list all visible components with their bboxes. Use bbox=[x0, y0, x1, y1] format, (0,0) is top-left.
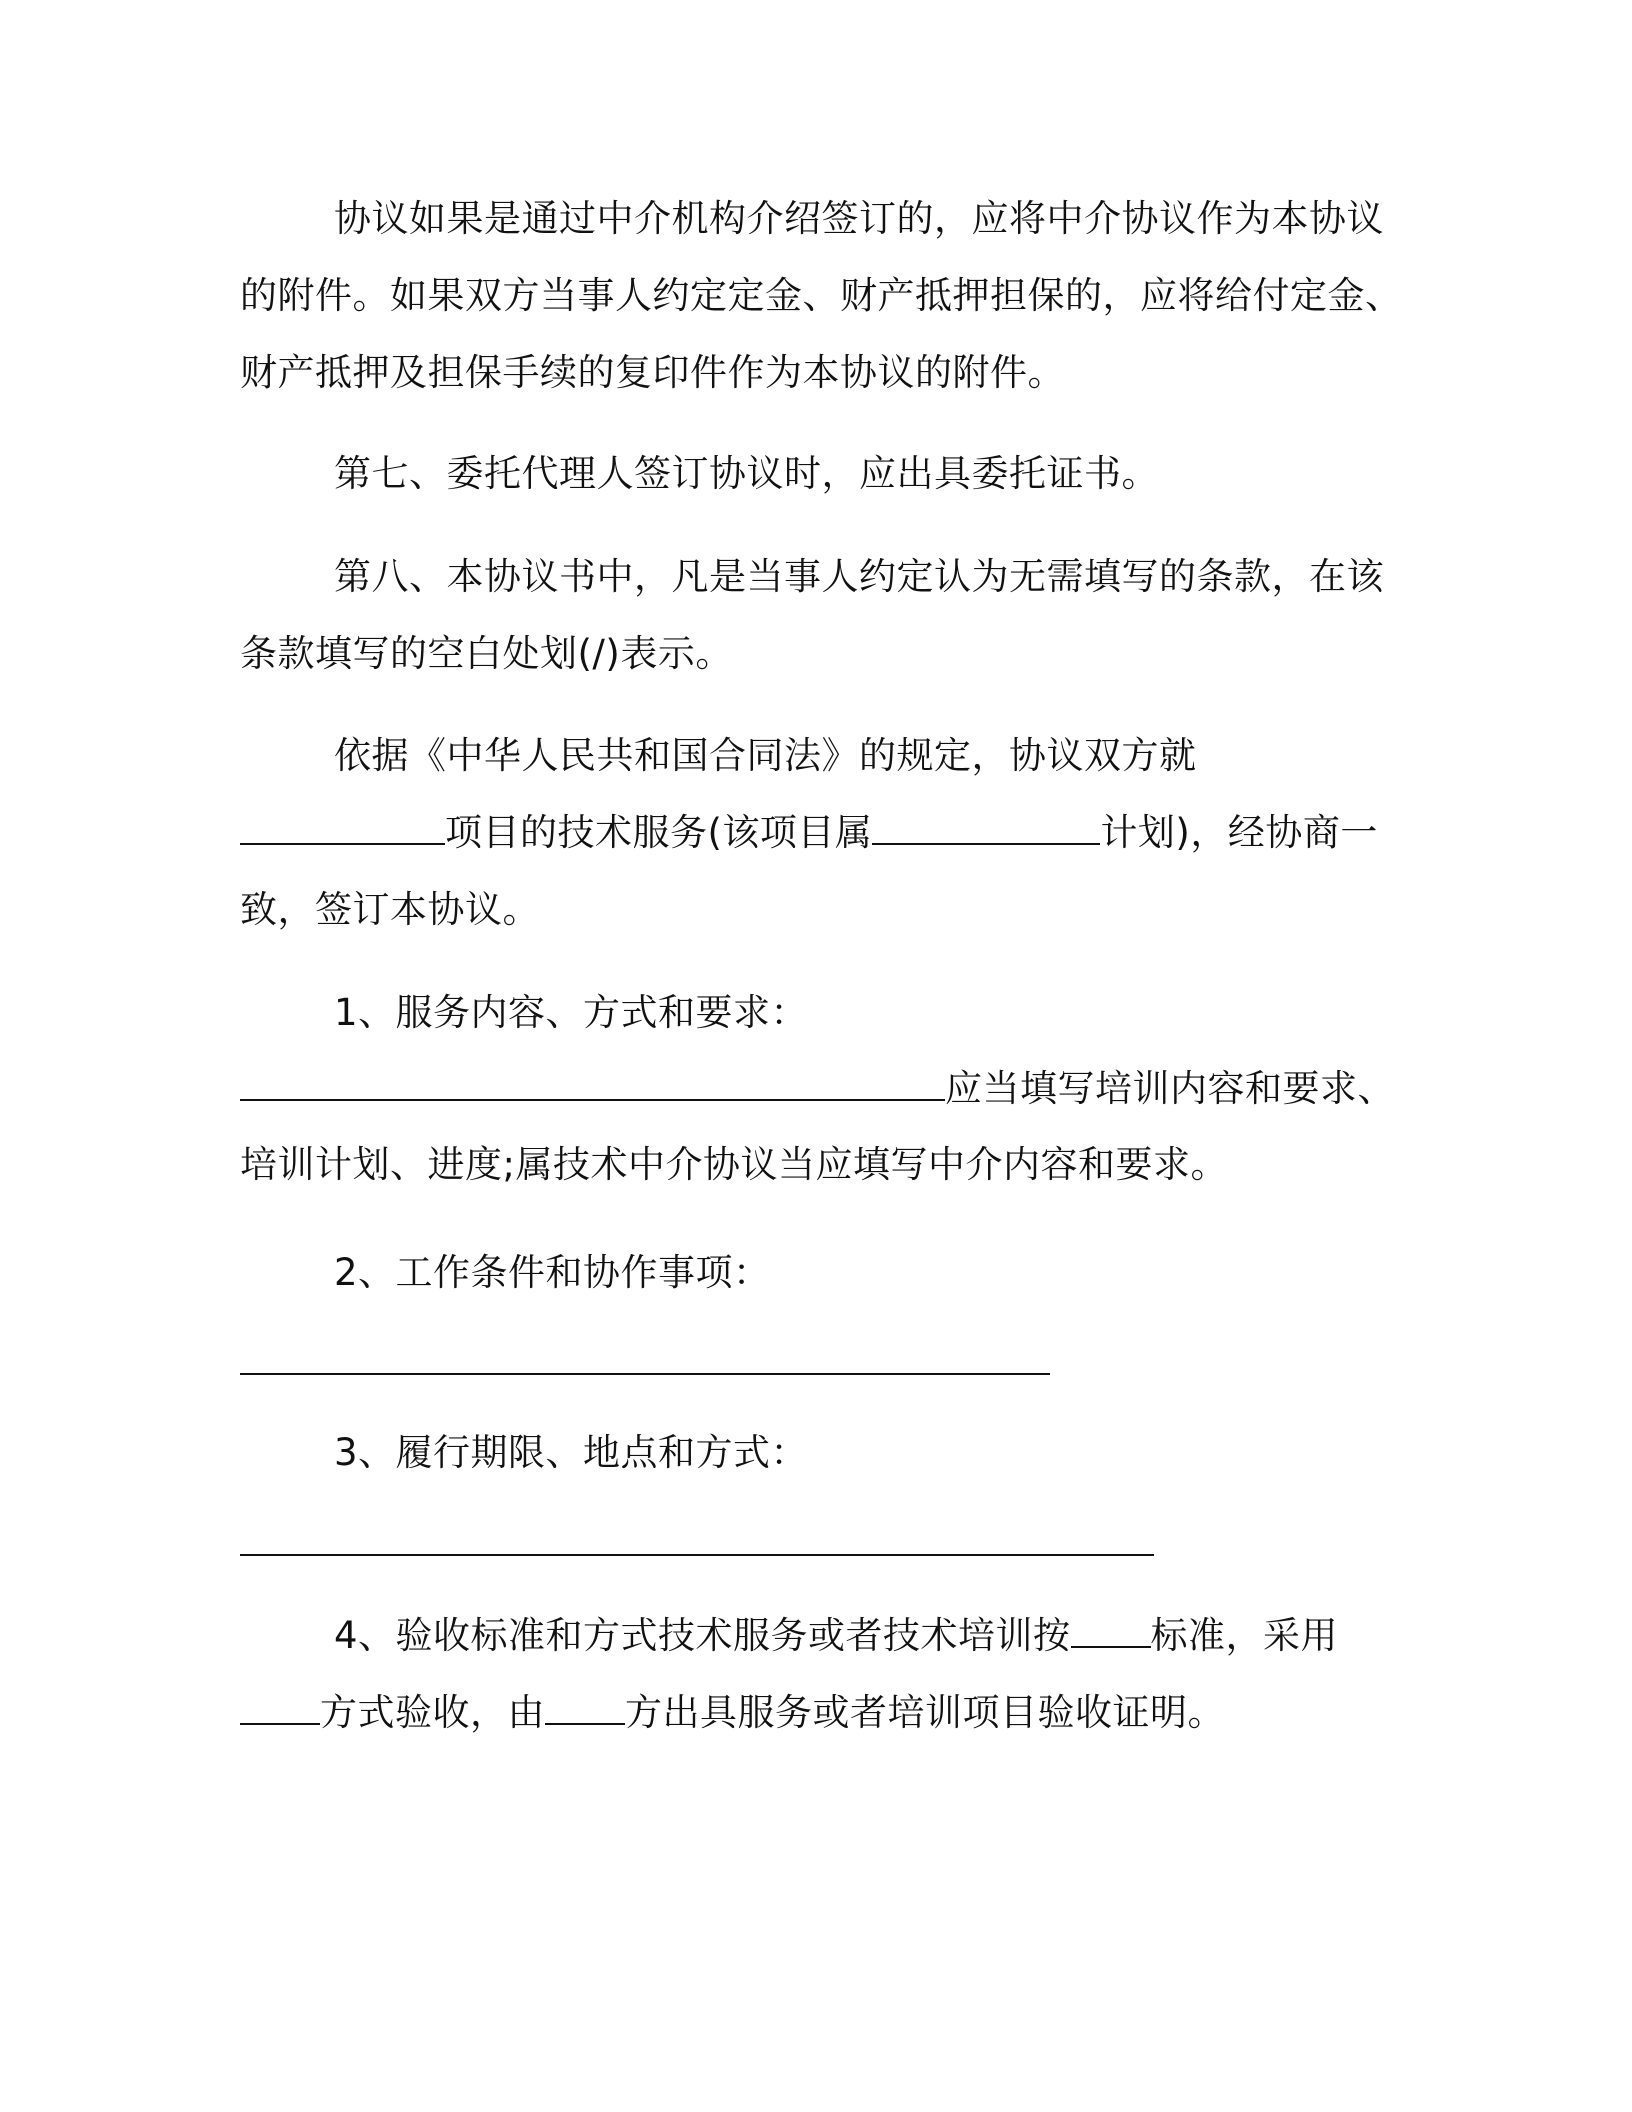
section-4-text-d: 方出具服务或者培训项目验收证明。 bbox=[625, 1691, 1225, 1734]
section-4-text-a: 4、验收标准和方式技术服务或者技术培训按 bbox=[334, 1614, 1071, 1657]
plan-name-blank[interactable] bbox=[872, 807, 1100, 845]
section-2-heading: 2、工作条件和协作事项： bbox=[334, 1251, 771, 1294]
section-4-text-b: 标准，采用 bbox=[1150, 1614, 1339, 1657]
paragraph-intermediary-line-3: 财产抵押及担保手续的复印件作为本协议的附件。 bbox=[240, 351, 1065, 394]
section-3-heading: 3、履行期限、地点和方式： bbox=[334, 1431, 809, 1474]
section-4-text-c: 方式验收，由 bbox=[320, 1691, 545, 1734]
service-content-blank[interactable] bbox=[240, 1063, 945, 1101]
acceptance-standard-blank[interactable] bbox=[1071, 1610, 1151, 1648]
paragraph-basis-line-3: 致，签订本协议。 bbox=[240, 888, 540, 931]
paragraph-article-seven: 第七、委托代理人签订协议时，应出具委托证书。 bbox=[334, 452, 1159, 495]
section-1-heading: 1、服务内容、方式和要求： bbox=[334, 991, 809, 1034]
paragraph-basis-line-2 bbox=[240, 807, 1378, 859]
paragraph-intermediary-line-2: 的附件。如果双方当事人约定定金、财产抵押担保的，应将给付定金、 bbox=[240, 274, 1403, 317]
acceptance-method-blank[interactable] bbox=[240, 1687, 320, 1725]
paragraph-article-eight-line-2: 条款填写的空白处划(/)表示。 bbox=[240, 632, 733, 675]
basis-text-a: 项目的技术服务(该项目属 bbox=[445, 811, 873, 854]
section-1-line-2: 培训计划、进度;属技术中介协议当应填写中介内容和要求。 bbox=[240, 1143, 1228, 1186]
section-4-line-2 bbox=[240, 1687, 1225, 1739]
issuing-party-blank[interactable] bbox=[545, 1687, 625, 1725]
paragraph-intermediary-line-1: 协议如果是通过中介机构介绍签订的，应将中介协议作为本协议 bbox=[334, 197, 1384, 240]
basis-text-b: 计划)，经协商一 bbox=[1100, 811, 1378, 854]
section-4-line-1 bbox=[334, 1610, 1338, 1662]
working-conditions-blank[interactable] bbox=[240, 1373, 1050, 1375]
performance-terms-blank[interactable] bbox=[240, 1554, 1154, 1556]
section-1-line-1 bbox=[240, 1063, 1395, 1115]
paragraph-basis-line-1: 依据《中华人民共和国合同法》的规定，协议双方就 bbox=[334, 734, 1197, 777]
section-1-text-a: 应当填写培训内容和要求、 bbox=[945, 1067, 1395, 1110]
project-name-blank[interactable] bbox=[240, 807, 445, 845]
paragraph-article-eight-line-1: 第八、本协议书中，凡是当事人约定认为无需填写的条款，在该 bbox=[334, 555, 1384, 598]
